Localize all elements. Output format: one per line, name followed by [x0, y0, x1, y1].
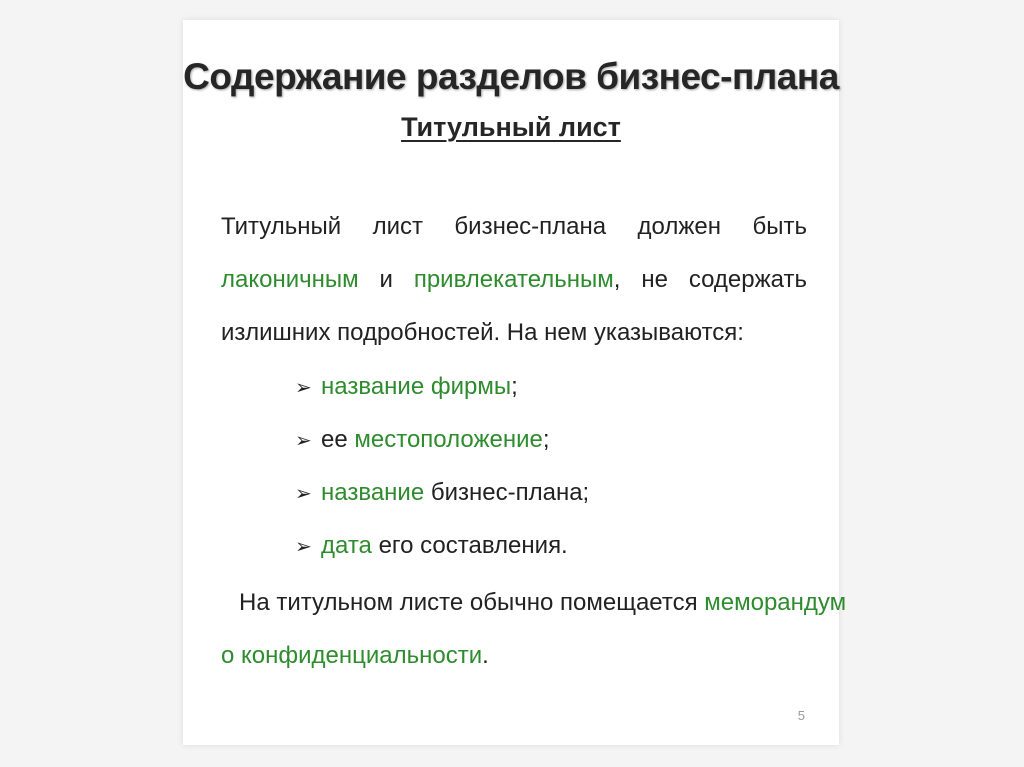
- bullet-item: [295, 370, 518, 404]
- highlight-word: привлекательным: [413, 266, 614, 293]
- bullet-item: [295, 476, 589, 510]
- arrow-bullet-icon: ➢: [295, 430, 312, 452]
- bullet-highlight: дата: [321, 532, 372, 559]
- word: Титульный: [221, 213, 342, 240]
- paragraph-1-line-3: излишних подробностей. На нем указываются:: [221, 319, 744, 346]
- bullet-highlight: местоположение: [354, 426, 543, 453]
- subtitle-text: Титульный лист: [401, 112, 621, 142]
- word: и: [379, 266, 393, 293]
- punctuation: ,: [613, 266, 621, 293]
- highlight-word: меморандум: [704, 589, 847, 616]
- arrow-bullet-icon: ➢: [295, 377, 312, 399]
- paragraph-2-line-2: [221, 639, 807, 673]
- bullet-text: ее: [321, 426, 355, 453]
- highlight-word: о конфиденциальности: [221, 642, 483, 669]
- arrow-bullet-icon: ➢: [295, 483, 312, 505]
- paragraph-1-line-2: [221, 263, 807, 297]
- word-group: [414, 263, 621, 297]
- bullet-item: [295, 423, 550, 457]
- slide: [183, 20, 847, 745]
- paragraph-1-line-1: [221, 210, 807, 244]
- page-number: 5: [797, 708, 805, 723]
- bullet-text: ;: [511, 373, 518, 400]
- bullet-item: [295, 529, 568, 563]
- arrow-bullet-icon: ➢: [295, 536, 312, 558]
- word: лист: [372, 213, 423, 240]
- word: содержать: [688, 266, 807, 293]
- highlight-word: лаконичным: [221, 266, 359, 293]
- word: должен: [637, 213, 722, 240]
- bullet-text: бизнес-плана;: [424, 479, 590, 506]
- punctuation: .: [482, 642, 489, 669]
- slide-title: Содержание разделов бизнес-плана: [183, 56, 839, 97]
- word: бизнес-плана: [454, 213, 607, 240]
- bullet-text: ;: [542, 426, 550, 453]
- bullet-text: его составления.: [371, 532, 568, 559]
- paragraph-text: На титульном листе обычно помещается: [239, 589, 705, 616]
- paragraph-2-line-1: [239, 586, 847, 620]
- word: быть: [752, 213, 807, 240]
- slide-subtitle: [183, 112, 839, 143]
- bullet-highlight: название: [321, 479, 425, 506]
- bullet-highlight: название фирмы: [321, 373, 512, 400]
- word: не: [641, 266, 668, 293]
